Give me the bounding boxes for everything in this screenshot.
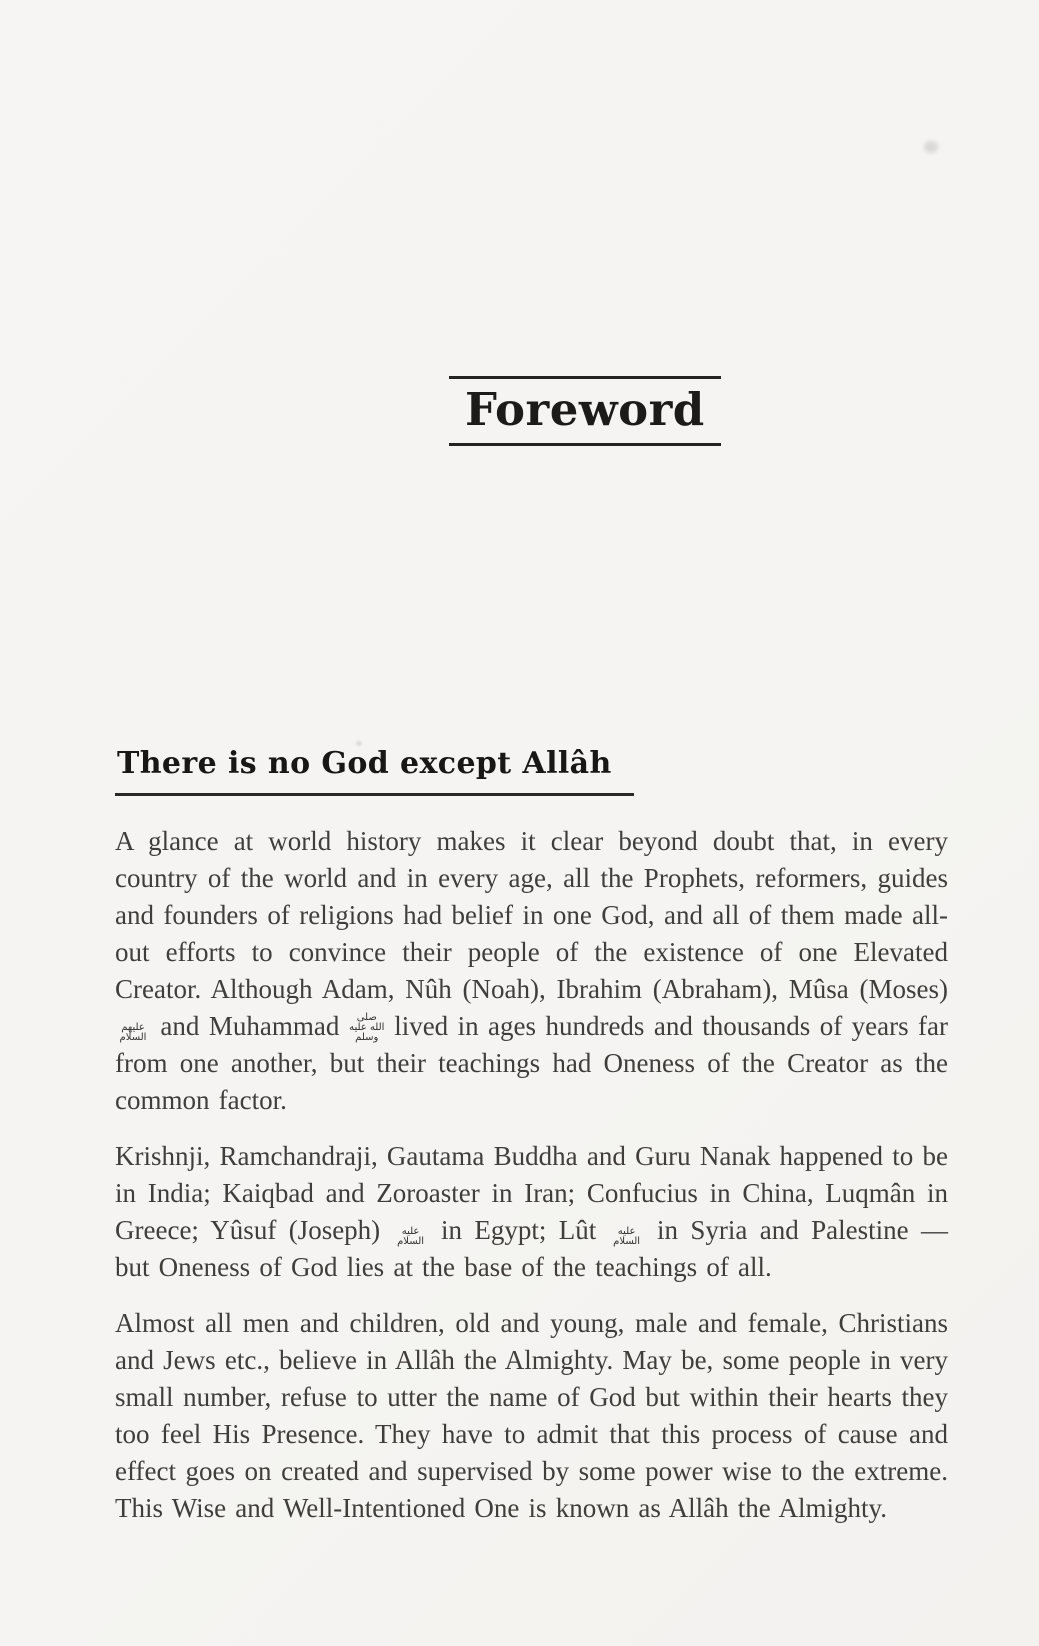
honorific-alayhis-salam-mark: عليه السلام — [613, 1225, 641, 1247]
foreword-title-block — [449, 376, 721, 446]
page-content — [115, 747, 948, 1527]
page-title: Foreword — [449, 376, 721, 446]
honorific-alayhis-salam-mark: عليه السلام — [397, 1225, 425, 1247]
scan-speck — [924, 141, 938, 153]
paragraph: Almost all men and children, old and young, male and female, Christians and Jews etc., believe in Allâh the Almighty. May be, some people in very small number, refuse to utter the name of God but within their hearts they too feel His Presence. They have to admit that this process of cause and effect goes on created and supervised by some power wise to the extreme. This Wise and Well-Intentioned One is known as Allâh the Almighty. — [115, 1308, 948, 1523]
honorific-alayhim-salam-mark: عليهم السلام — [119, 1021, 147, 1043]
body-text — [115, 823, 948, 1527]
honorific-sallallahu-alayhi-wa-sallam-mark: صلى الله عليه وسلم — [349, 1011, 385, 1043]
scan-speck — [356, 741, 362, 746]
paragraph: Krishnji, Ramchandraji, Gautama Buddha and Guru Nanak happened to be in India; Kaiqbad and Zoroaster in Iran; Confucius in China, Luqmân in Greece; Yûsuf (Joseph) عليه السلام in Egypt; Lût عليه السلام in Syria and Palestine — but Oneness of God lies at the base of the teachings of all. — [115, 1141, 948, 1282]
paragraph: A glance at world history makes it clear beyond doubt that, in every country of the world and in every age, all the Prophets, reformers, guides and founders of religions had belief in one God, and all of them made all-out efforts to convince their people of the existence of one Elevated Creator. Although Adam, Nûh (Noah), Ibrahim (Abraham), Mûsa (Moses) عليهم السلام and Muhammad صلى الله عليه وسلم lived in ages hundreds and thousands of years far from one another, but their teachings had Oneness of the Creator as the common factor. — [115, 826, 948, 1115]
section-heading: There is no God except Allâh — [115, 747, 634, 796]
